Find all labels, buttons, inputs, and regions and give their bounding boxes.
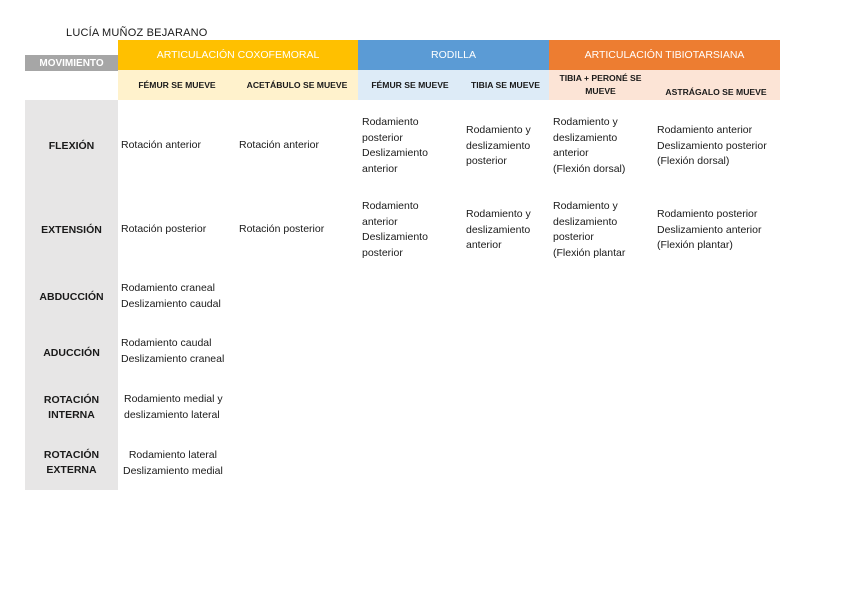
row-label-rotacion-interna: ROTACIÓN INTERNA <box>43 394 100 421</box>
cell-flexion-tibia-perone: Rodamiento y deslizamiento anterior (Flexión dorsal) <box>553 116 626 175</box>
subheader-femur-coxofemoral: FÉMUR SE MUEVE <box>118 70 236 100</box>
subheader-femur-rodilla: FÉMUR SE MUEVE <box>358 70 462 100</box>
cell-flexion-astragalo: Rodamiento anterior Deslizamiento posterior (Flexión dorsal) <box>657 124 767 167</box>
group-header-rodilla: RODILLA <box>358 40 549 70</box>
row-label-flexion: FLEXIÓN <box>48 139 95 152</box>
row-label-aduccion: ADUCCIÓN <box>43 346 100 359</box>
cell-extension-acetabulo: Rotación posterior <box>239 223 325 235</box>
cell-flexion-femur-rodilla: Rodamiento posterior Deslizamiento anterior <box>362 116 428 175</box>
subheader-tibia: TIBIA SE MUEVE <box>462 70 549 100</box>
cell-rotacion-interna-femur-coxofemoral: Rodamiento medial y deslizamiento lateral <box>124 393 223 421</box>
cell-abduccion-femur-coxofemoral: Rodamiento craneal Deslizamiento caudal <box>121 282 221 310</box>
cell-flexion-tibia: Rodamiento y deslizamiento posterior <box>466 124 531 167</box>
subheader-astragalo: ASTRÁGALO SE MUEVE <box>652 70 780 100</box>
row-label-rotacion-externa: ROTACIÓN EXTERNA <box>43 449 100 476</box>
subheader-acetabulo: ACETÁBULO SE MUEVE <box>236 70 358 100</box>
cell-extension-tibia-perone: Rodamiento y deslizamiento posterior (Flexión plantar <box>553 200 626 259</box>
cell-aduccion-femur-coxofemoral: Rodamiento caudal Deslizamiento craneal <box>121 337 225 365</box>
cell-flexion-acetabulo: Rotación anterior <box>239 139 319 151</box>
author-name: LUCÍA MUÑOZ BEJARANO <box>66 27 208 39</box>
cell-extension-femur-coxofemoral: Rotación posterior <box>121 223 207 235</box>
cell-rotacion-externa-femur-coxofemoral: Rodamiento lateral Deslizamiento medial <box>123 449 223 477</box>
row-label-abduccion: ABDUCCIÓN <box>39 290 104 303</box>
cell-extension-astragalo: Rodamiento posterior Deslizamiento anterior (Flexión plantar) <box>657 208 762 251</box>
group-header-coxofemoral: ARTICULACIÓN COXOFEMORAL <box>118 40 358 70</box>
group-header-tibiotarsiana: ARTICULACIÓN TIBIOTARSIANA <box>549 40 780 70</box>
cell-extension-tibia: Rodamiento y deslizamiento anterior <box>466 208 531 251</box>
subheader-tibia-perone: TIBIA + PERONÉ SE MUEVE <box>549 70 652 100</box>
cell-flexion-femur-coxofemoral: Rotación anterior <box>121 139 201 151</box>
movement-header: MOVIMIENTO <box>25 55 118 71</box>
cell-extension-femur-rodilla: Rodamiento anterior Deslizamiento posterior <box>362 200 428 259</box>
row-label-extension: EXTENSIÓN <box>41 223 102 236</box>
